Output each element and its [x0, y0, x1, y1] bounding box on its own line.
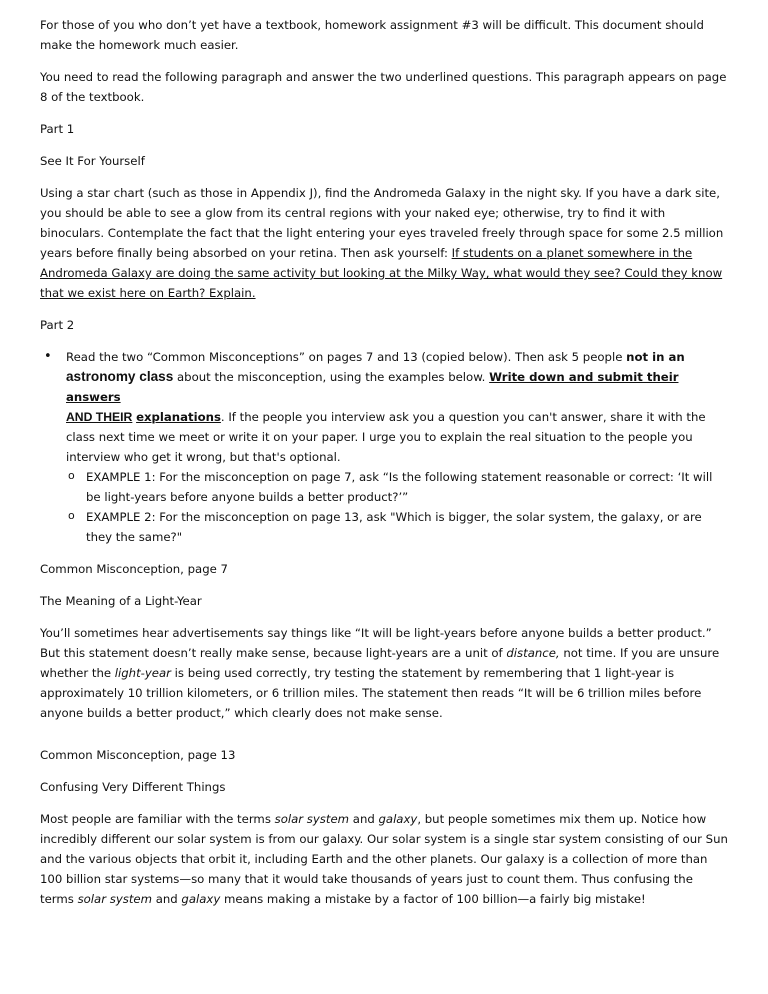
- m1-text-2: not time. If you are unsure whether the: [40, 646, 720, 680]
- misconception1-title: The Meaning of a Light-Year: [40, 594, 202, 608]
- m2-text-4: and: [152, 892, 182, 906]
- m2-text-5: means making a mistake by a factor of 100 billion—a fairly big mistake!: [220, 892, 646, 906]
- m2-text-2: and: [349, 812, 379, 826]
- m1-text-3: is being used correctly, try testing the statement by remembering that 1 light-year is approximately 10 trillion kilometers, or 6 trillion miles. The statement then reads “It will be 6 trillion miles before anyone builds a better product,” which clearly does not make sense.: [40, 666, 702, 720]
- part2-bullet-list: [40, 347, 728, 547]
- m1-italic-light-year: light-year: [114, 666, 171, 680]
- m2-italic-solar-system: solar system: [274, 812, 350, 826]
- part2-bullet-item: [66, 347, 728, 547]
- section-spacer: [40, 735, 728, 745]
- m2-text-1: Most people are familiar with the terms: [40, 812, 275, 826]
- example-item-1: o EXAMPLE 1: For the misconception on page 7, ask “Is the following statement reasonable or correct: ‘It will be light-years before anyone builds a better product?’”: [86, 467, 728, 507]
- intro-paragraph-1: For those of you who don’t yet have a textbook, homework assignment #3 will be difficult. This document should make the homework much easier.: [40, 18, 704, 52]
- bullet-bold-and-their: AND THEIR: [66, 410, 133, 424]
- examples-list: [66, 467, 728, 547]
- bullet-bold-not-in-an: not in an: [626, 350, 685, 364]
- bullet-text-3: . If the people you interview ask you a question you can't answer, share it with the class next time we meet or write it on your paper. I urge you to explain the real situation to the people you interview who get it wrong, but that's optional.: [66, 410, 706, 464]
- bullet-text-2: about the misconception, using the examples below.: [173, 370, 490, 384]
- misconception2-body: [40, 809, 728, 909]
- m2-text-3: , but people sometimes mix them up. Notice how incredibly different our solar system is from our galaxy. Our solar system is a single star system consisting of our Sun and the various objects that orbit it, including Earth and the other planets. Our galaxy is a collection of more than 100 billion star systems—so many that it would take thousands of years just to count them. Thus confusing the terms: [40, 812, 728, 906]
- bullet-bold-underlined-explanations: explanations: [136, 410, 221, 424]
- example-item-2: o EXAMPLE 2: For the misconception on page 13, ask "Which is bigger, the solar system, the galaxy, or are they the same?": [86, 507, 728, 547]
- m1-italic-distance: distance,: [506, 646, 560, 660]
- m1-text-1: You’ll sometimes hear advertisements say things like “It will be light-years before anyone builds a better product.” But this statement doesn’t really make sense, because light-years are a unit of: [40, 626, 712, 660]
- m2-italic-solar-system-2: solar system: [77, 892, 152, 906]
- part1-body-text: Using a star chart (such as those in Appendix J), find the Andromeda Galaxy in the night sky. If you have a dark site, you should be able to see a glow from its central regions with your naked eye; otherwise, try to find it with binoculars. Contemplate the fact that the light entering your eyes traveled freely through space for some 2.5 million years before finally being absorbed on your retina. Then ask yourself:: [40, 186, 724, 260]
- bullet-bold-astronomy-class: astronomy class: [66, 369, 174, 384]
- misconception2-title: Confusing Very Different Things: [40, 780, 226, 794]
- part1-subheading: See It For Yourself: [40, 154, 145, 168]
- bullet-bold-underlined-write-down: Write down and submit their answers: [66, 370, 679, 404]
- misconception1-body: [40, 623, 728, 723]
- misconception1-heading: Common Misconception, page 7: [40, 562, 228, 576]
- part1-heading: Part 1: [40, 122, 75, 136]
- intro-paragraph-2: You need to read the following paragraph and answer the two underlined questions. This paragraph appears on page 8 of the textbook.: [40, 70, 727, 104]
- bullet-text-1: Read the two “Common Misconceptions” on pages 7 and 13 (copied below). Then ask 5 people: [66, 350, 627, 364]
- m2-italic-galaxy-2: galaxy: [181, 892, 221, 906]
- part1-underlined-question: If students on a planet somewhere in the Andromeda Galaxy are doing the same activity but looking at the Milky Way, what would they see? Could they know that we exist here on Earth? Explain.: [40, 246, 723, 300]
- misconception2-heading: Common Misconception, page 13: [40, 748, 236, 762]
- part1-body: [40, 183, 728, 303]
- m2-italic-galaxy: galaxy: [378, 812, 418, 826]
- part2-heading: Part 2: [40, 318, 75, 332]
